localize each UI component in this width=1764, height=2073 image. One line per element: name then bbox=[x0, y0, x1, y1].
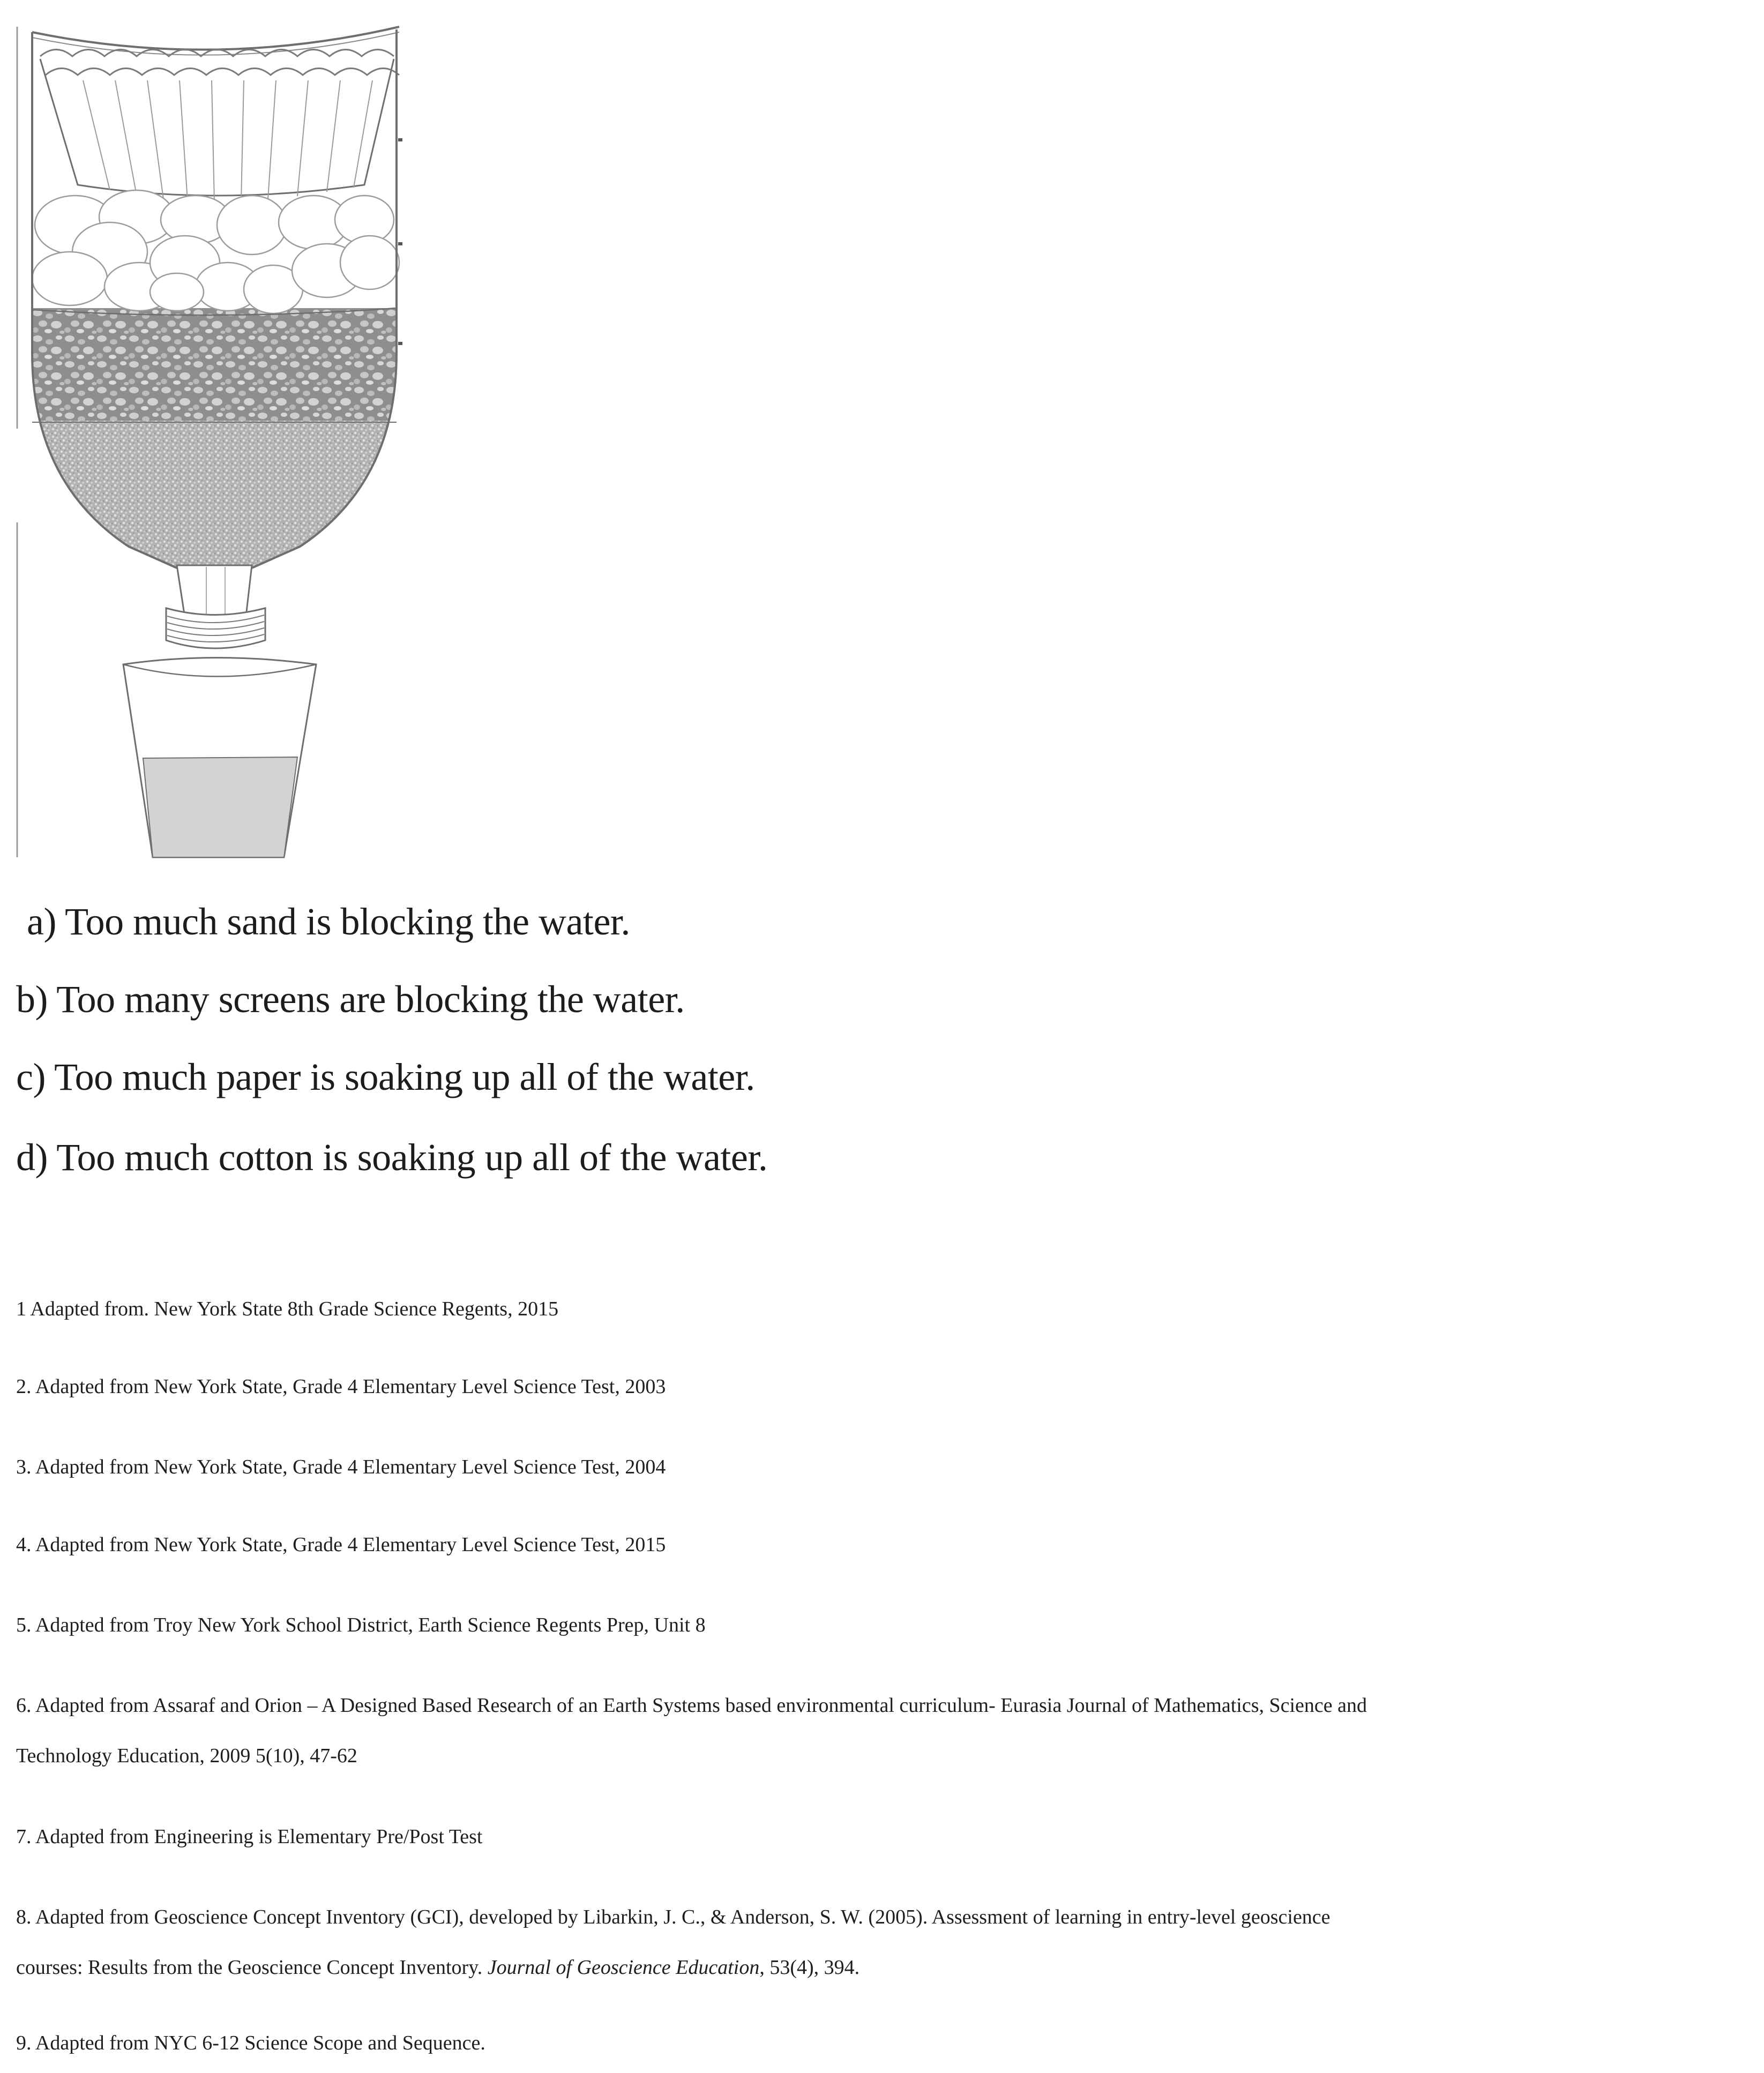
answer-text: Too much sand is blocking the water. bbox=[65, 900, 630, 943]
answer-text: Too much paper is soaking up all of the water. bbox=[54, 1056, 755, 1098]
footnote-6 bbox=[16, 1693, 1367, 1768]
answer-label: c) bbox=[16, 1056, 46, 1098]
water-filter-illustration bbox=[0, 0, 429, 868]
answer-choice-c[interactable] bbox=[16, 1056, 755, 1098]
answer-label: d) bbox=[16, 1136, 48, 1179]
answer-label: a) bbox=[27, 900, 56, 943]
journal-title: Journal of Geoscience Education bbox=[487, 1956, 760, 1979]
answer-choice-d[interactable] bbox=[16, 1136, 767, 1179]
footnote-8-line2-suffix: , 53(4), 394. bbox=[759, 1956, 860, 1979]
footnote-7: 7. Adapted from Engineering is Elementary Pre/Post Test bbox=[16, 1825, 483, 1848]
answer-text: Too much cotton is soaking up all of the water. bbox=[56, 1136, 768, 1179]
answer-choice-a[interactable] bbox=[27, 900, 630, 943]
answer-text: Too many screens are blocking the water. bbox=[56, 978, 685, 1021]
footnote-8-line1: 8. Adapted from Geoscience Concept Inventory (GCI), developed by Libarkin, J. C., & Anderson, S. W. (2005). Assessment of learning in entry-level geoscience bbox=[16, 1906, 1331, 1928]
footnote-2: 2. Adapted from New York State, Grade 4 Elementary Level Science Test, 2003 bbox=[16, 1375, 666, 1398]
footnote-8-line2 bbox=[16, 1955, 1331, 1980]
footnote-6-line2: Technology Education, 2009 5(10), 47-62 bbox=[16, 1745, 357, 1767]
water-filter-diagram bbox=[0, 0, 429, 868]
footnote-8-line2-prefix: courses: Results from the Geoscience Concept Inventory. bbox=[16, 1956, 488, 1979]
footnote-4: 4. Adapted from New York State, Grade 4 Elementary Level Science Test, 2015 bbox=[16, 1533, 666, 1556]
footnote-9: 9. Adapted from NYC 6-12 Science Scope and Sequence. bbox=[16, 2032, 485, 2054]
footnote-5: 5. Adapted from Troy New York School District, Earth Science Regents Prep, Unit 8 bbox=[16, 1614, 706, 1636]
footnote-3: 3. Adapted from New York State, Grade 4 Elementary Level Science Test, 2004 bbox=[16, 1456, 666, 1478]
answer-label: b) bbox=[16, 978, 48, 1021]
answer-choice-b[interactable] bbox=[16, 978, 685, 1021]
footnote-6-line1: 6. Adapted from Assaraf and Orion – A Designed Based Research of an Earth Systems based environmental curriculum- Eurasia Journal of Mathematics, Science and bbox=[16, 1694, 1367, 1717]
footnote-8 bbox=[16, 1905, 1331, 1980]
footnote-1: 1 Adapted from. New York State 8th Grade Science Regents, 2015 bbox=[16, 1298, 559, 1320]
